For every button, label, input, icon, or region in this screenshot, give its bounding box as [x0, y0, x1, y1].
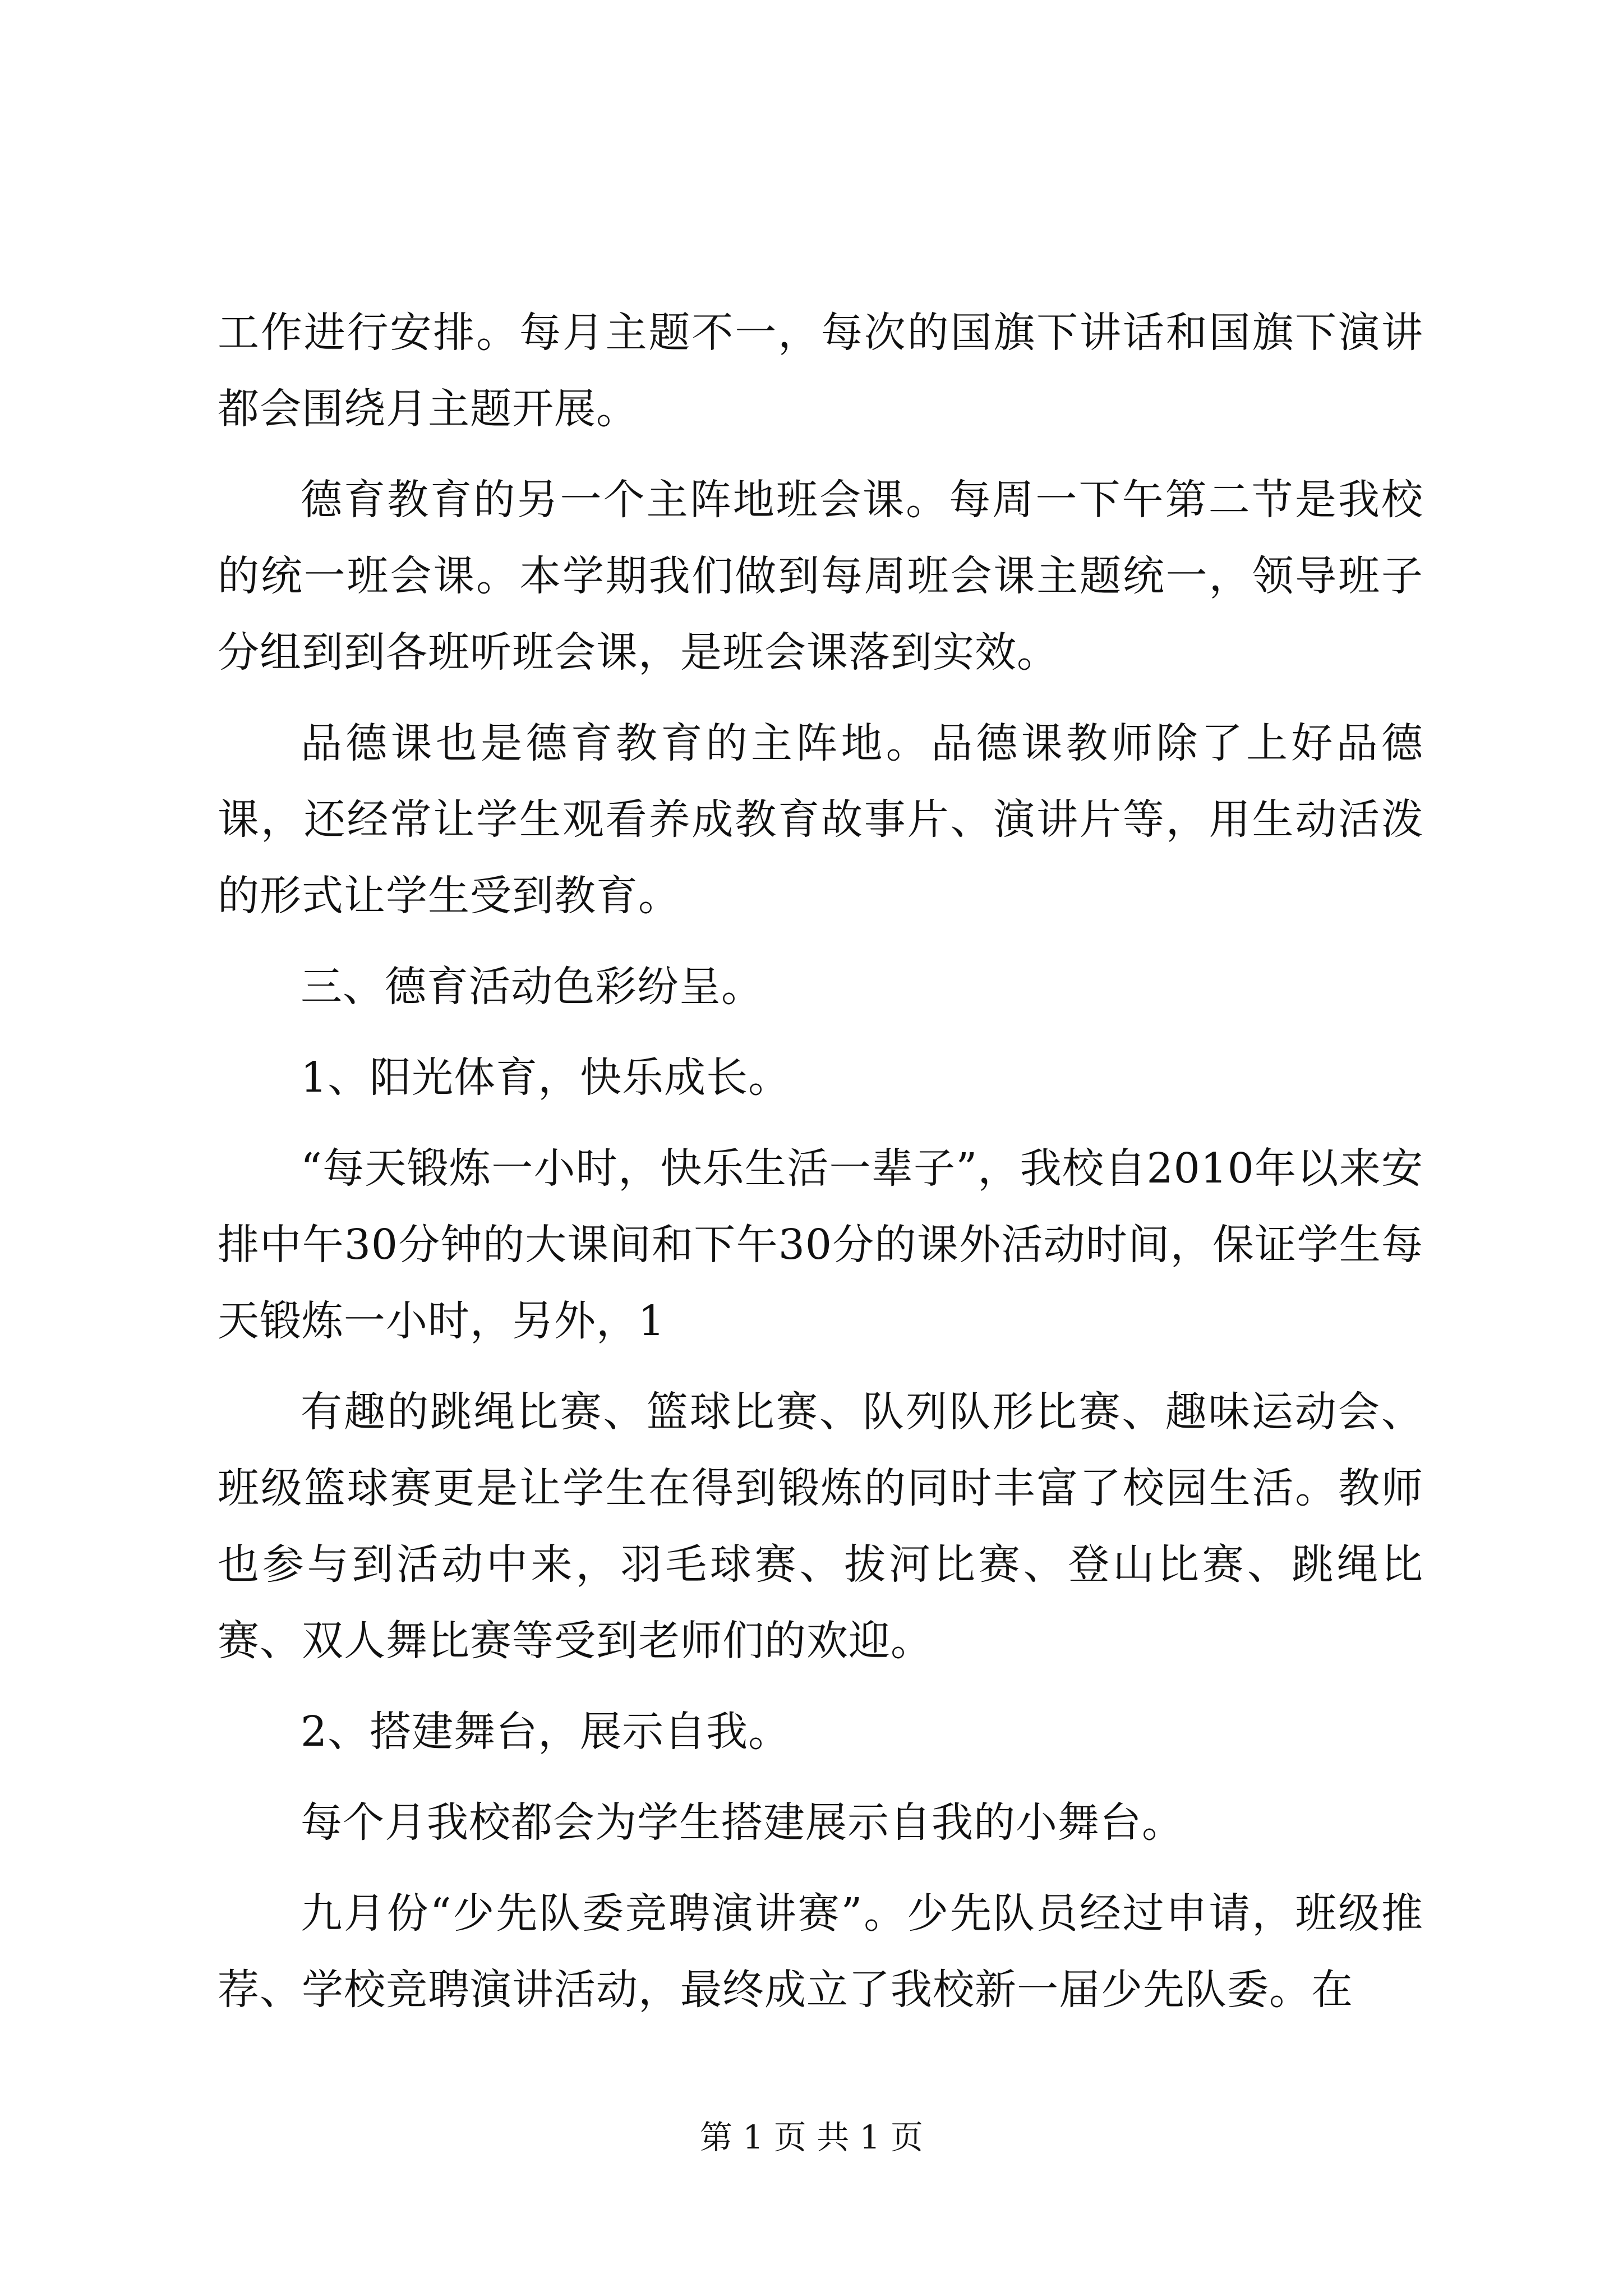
page-footer: 第 1 页 共 1 页	[700, 2118, 923, 2156]
document-body	[218, 295, 1423, 2042]
subheading-stage: 2、搭建舞台，展示自我。	[301, 1708, 791, 1756]
paragraph-continued: 工作进行安排。每月主题不一，每次的国旗下讲话和国旗下演讲都会围绕月主题开展。	[218, 309, 1423, 433]
paragraph-moral-lesson: 品德课也是德育教育的主阵地。品德课教师除了上好品德课，还经常让学生观看养成教育故事片、演讲片等，用生动活泼的形式让学生受到教育。	[218, 719, 1423, 920]
paragraph-daily-exercise: “每天锻炼一小时，快乐生活一辈子”，我校自2010年以来安排中午30分钟的大课间和下午30分的课外活动时间，保证学生每天锻炼一小时，另外，1	[218, 1144, 1423, 1345]
section-heading-activities: 三、德育活动色彩纷呈。	[301, 963, 763, 1011]
paragraph-september-election: 九月份“少先队委竞聘演讲赛”。少先队员经过申请，班级推荐、学校竞聘演讲活动，最终成立了我校新一届少先队委。在	[218, 1889, 1423, 2014]
paragraph-competitions: 有趣的跳绳比赛、篮球比赛、队列队形比赛、趣味运动会、班级篮球赛更是让学生在得到锻炼的同时丰富了校园生活。教师也参与到活动中来，羽毛球赛、拔河比赛、登山比赛、跳绳比赛、双人舞比赛等受到老师们的欢迎。	[218, 1388, 1423, 1665]
paragraph-class-meeting: 德育教育的另一个主阵地班会课。每周一下午第二节是我校的统一班会课。本学期我们做到每周班会课主题统一，领导班子分组到到各班听班会课，是班会课落到实效。	[218, 476, 1423, 677]
subheading-sports: 1、阳光体育，快乐成长。	[301, 1053, 791, 1102]
paragraph-monthly-stage: 每个月我校都会为学生搭建展示自我的小舞台。	[301, 1798, 1184, 1847]
